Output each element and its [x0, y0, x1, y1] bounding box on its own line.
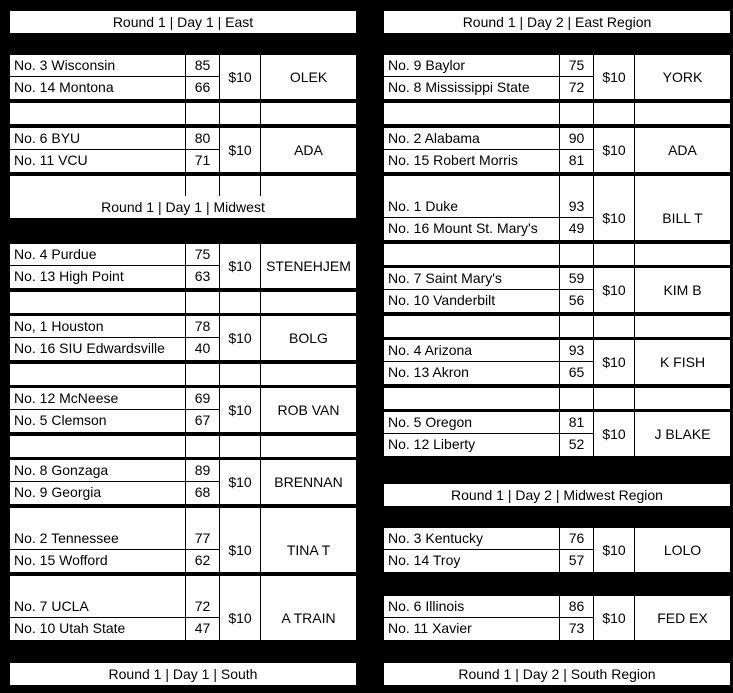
team-score: 86	[560, 596, 593, 617]
team-name: No. 13 High Point	[10, 266, 185, 288]
left-spacer-row	[10, 364, 356, 385]
empty-cell	[635, 388, 730, 409]
team-name: No. 11 VCU	[10, 150, 185, 172]
team-name: No. 5 Oregon	[384, 412, 559, 433]
team-name: No. 15 Wofford	[10, 550, 185, 572]
game-row	[384, 268, 730, 312]
entry-price: $10	[220, 128, 260, 172]
entry-price: $10	[594, 596, 634, 640]
team-name: No. 15 Robert Morris	[384, 150, 559, 172]
participant-name: LOLO	[635, 528, 730, 572]
team-score: 71	[186, 150, 219, 172]
empty-cell	[10, 436, 185, 457]
entry-price: $10	[594, 412, 634, 456]
empty-cell	[220, 436, 260, 457]
entry-price: $10	[220, 460, 260, 504]
left-spacer-row	[10, 508, 356, 529]
empty-cell	[560, 388, 593, 409]
left-header: Round 1 | Day 1 | Midwest	[10, 196, 356, 218]
empty-cell	[261, 292, 356, 313]
team-score: 77	[186, 528, 219, 549]
empty-cell	[594, 388, 634, 409]
game-row	[384, 128, 730, 172]
team-score: 75	[186, 244, 219, 265]
game-row	[384, 596, 730, 640]
empty-cell	[635, 244, 730, 265]
empty-cell	[560, 103, 593, 124]
entry-price: $10	[220, 55, 260, 99]
empty-cell	[261, 436, 356, 457]
team-name: No. 11 Xavier	[384, 618, 559, 640]
empty-cell	[261, 103, 356, 124]
entry-price: $10	[220, 596, 260, 640]
team-score: 89	[186, 460, 219, 481]
team-name: No. 10 Utah State	[10, 618, 185, 640]
participant-name: ROB VAN	[261, 388, 356, 432]
empty-cell	[220, 508, 260, 529]
participant-name: K FISH	[635, 340, 730, 384]
team-score: 56	[560, 290, 593, 312]
team-score: 68	[186, 482, 219, 504]
entry-price: $10	[220, 316, 260, 360]
game-row	[10, 55, 356, 99]
empty-cell	[10, 292, 185, 313]
team-name: No. 2 Alabama	[384, 128, 559, 149]
left-header: Round 1 | Day 1 | South	[10, 663, 356, 685]
game-row	[384, 528, 730, 572]
team-score: 81	[560, 150, 593, 172]
team-name: No. 3 Kentucky	[384, 528, 559, 549]
empty-cell	[10, 103, 185, 124]
left-spacer-row	[10, 436, 356, 457]
entry-price: $10	[594, 268, 634, 312]
team-score: 66	[186, 77, 219, 99]
team-score: 73	[560, 618, 593, 640]
empty-cell	[594, 103, 634, 124]
team-name: No. 12 Liberty	[384, 434, 559, 456]
team-score: 90	[560, 128, 593, 149]
team-score: 62	[186, 550, 219, 572]
team-score: 78	[186, 316, 219, 337]
empty-cell	[10, 176, 185, 197]
empty-cell	[384, 388, 559, 409]
team-name: No. 12 McNeese	[10, 388, 185, 409]
team-name: No. 8 Gonzaga	[10, 460, 185, 481]
team-name: No. 6 BYU	[10, 128, 185, 149]
participant-name: OLEK	[261, 55, 356, 99]
team-score: 72	[186, 596, 219, 617]
right-spacer-row	[384, 388, 730, 409]
participant-name: BILL T	[635, 196, 730, 240]
empty-cell	[594, 176, 634, 197]
empty-cell	[560, 176, 593, 197]
team-score: 63	[186, 266, 219, 288]
team-score: 93	[560, 196, 593, 217]
empty-cell	[10, 576, 185, 597]
left-spacer-row	[10, 176, 356, 197]
participant-name: A TRAIN	[261, 596, 356, 640]
team-name: No. 9 Baylor	[384, 55, 559, 76]
game-row	[10, 388, 356, 432]
empty-cell	[384, 244, 559, 265]
game-row	[384, 196, 730, 240]
team-name: No. 9 Georgia	[10, 482, 185, 504]
team-name: No. 7 UCLA	[10, 596, 185, 617]
entry-price: $10	[594, 55, 634, 99]
team-score: 59	[560, 268, 593, 289]
team-score: 93	[560, 340, 593, 361]
team-name: No. 2 Tennessee	[10, 528, 185, 549]
team-name: No. 1 Duke	[384, 196, 559, 217]
empty-cell	[186, 364, 219, 385]
participant-name: J BLAKE	[635, 412, 730, 456]
empty-cell	[186, 436, 219, 457]
team-name: No. 7 Saint Mary's	[384, 268, 559, 289]
right-header: Round 1 | Day 2 | Midwest Region	[384, 484, 730, 506]
team-name: No. 16 SIU Edwardsville	[10, 338, 185, 360]
game-row	[10, 316, 356, 360]
team-score: 49	[560, 218, 593, 240]
team-score: 85	[186, 55, 219, 76]
team-score: 81	[560, 412, 593, 433]
empty-cell	[186, 103, 219, 124]
game-row	[384, 55, 730, 99]
empty-cell	[594, 244, 634, 265]
entry-price: $10	[220, 528, 260, 572]
entry-price: $10	[594, 196, 634, 240]
left-spacer-row	[10, 576, 356, 597]
participant-name: YORK	[635, 55, 730, 99]
empty-cell	[10, 364, 185, 385]
empty-cell	[186, 508, 219, 529]
team-name: No. 3 Wisconsin	[10, 55, 185, 76]
team-score: 67	[186, 410, 219, 432]
team-score: 52	[560, 434, 593, 456]
team-score: 57	[560, 550, 593, 572]
empty-cell	[635, 103, 730, 124]
team-score: 72	[560, 77, 593, 99]
game-row	[10, 244, 356, 288]
team-score: 65	[560, 362, 593, 384]
right-header: Round 1 | Day 2 | South Region	[384, 663, 730, 685]
empty-cell	[635, 316, 730, 337]
empty-cell	[261, 364, 356, 385]
team-name: No. 6 Illinois	[384, 596, 559, 617]
empty-cell	[220, 576, 260, 597]
empty-cell	[261, 576, 356, 597]
empty-cell	[560, 244, 593, 265]
participant-name: TINA T	[261, 528, 356, 572]
entry-price: $10	[594, 340, 634, 384]
empty-cell	[261, 508, 356, 529]
empty-cell	[220, 176, 260, 197]
empty-cell	[186, 576, 219, 597]
empty-cell	[384, 176, 559, 197]
right-spacer-row	[384, 176, 730, 197]
right-header: Round 1 | Day 2 | East Region	[384, 11, 730, 33]
empty-cell	[186, 292, 219, 313]
team-name: No. 10 Vanderbilt	[384, 290, 559, 312]
team-name: No. 8 Mississippi State	[384, 77, 559, 99]
right-spacer-row	[384, 103, 730, 124]
game-row	[384, 412, 730, 456]
empty-cell	[560, 316, 593, 337]
team-score: 80	[186, 128, 219, 149]
entry-price: $10	[594, 128, 634, 172]
team-name: No. 5 Clemson	[10, 410, 185, 432]
game-row	[10, 528, 356, 572]
left-spacer-row	[10, 292, 356, 313]
empty-cell	[635, 176, 730, 197]
team-name: No. 4 Purdue	[10, 244, 185, 265]
empty-cell	[261, 176, 356, 197]
empty-cell	[384, 316, 559, 337]
empty-cell	[186, 176, 219, 197]
game-row	[384, 340, 730, 384]
team-name: No. 14 Montona	[10, 77, 185, 99]
empty-cell	[10, 508, 185, 529]
left-spacer-row	[10, 103, 356, 124]
team-name: No. 4 Arizona	[384, 340, 559, 361]
team-name: No. 14 Troy	[384, 550, 559, 572]
participant-name: BOLG	[261, 316, 356, 360]
participant-name: STENEHJEM	[261, 244, 356, 288]
participant-name: KIM B	[635, 268, 730, 312]
entry-price: $10	[220, 244, 260, 288]
team-score: 75	[560, 55, 593, 76]
participant-name: ADA	[635, 128, 730, 172]
team-name: No. 16 Mount St. Mary's	[384, 218, 559, 240]
entry-price: $10	[594, 528, 634, 572]
participant-name: BRENNAN	[261, 460, 356, 504]
empty-cell	[220, 364, 260, 385]
participant-name: ADA	[261, 128, 356, 172]
participant-name: FED EX	[635, 596, 730, 640]
team-score: 76	[560, 528, 593, 549]
team-name: No, 1 Houston	[10, 316, 185, 337]
team-name: No. 13 Akron	[384, 362, 559, 384]
team-score: 69	[186, 388, 219, 409]
game-row	[10, 460, 356, 504]
left-header: Round 1 | Day 1 | East	[10, 11, 356, 33]
empty-cell	[594, 316, 634, 337]
right-spacer-row	[384, 244, 730, 265]
right-spacer-row	[384, 316, 730, 337]
empty-cell	[384, 103, 559, 124]
game-row	[10, 596, 356, 640]
team-score: 40	[186, 338, 219, 360]
empty-cell	[220, 103, 260, 124]
game-row	[10, 128, 356, 172]
empty-cell	[220, 292, 260, 313]
entry-price: $10	[220, 388, 260, 432]
team-score: 47	[186, 618, 219, 640]
